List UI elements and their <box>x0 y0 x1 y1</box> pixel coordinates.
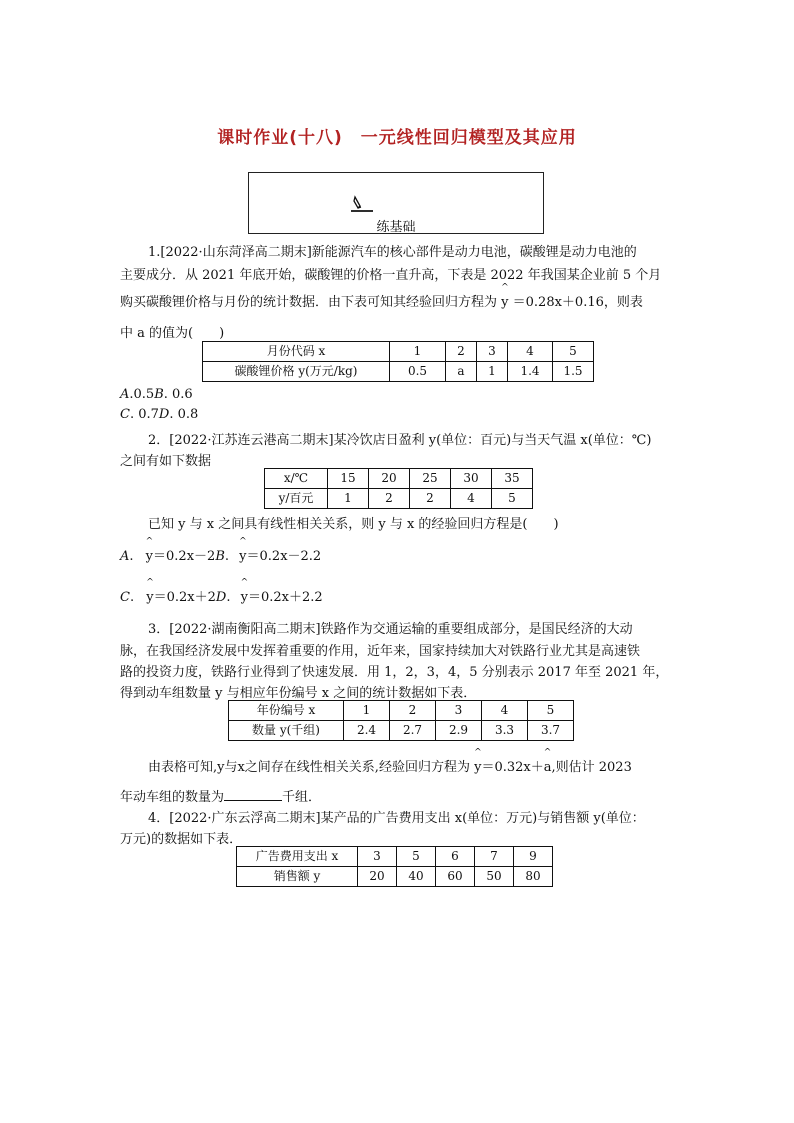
table-cell: 40 <box>397 867 436 887</box>
q2-opt-b-eq: ＝0.2x－2.2 <box>246 549 322 564</box>
q1-options-ab <box>120 387 193 402</box>
table-cell: 2.7 <box>390 721 436 741</box>
q2-opt-d-eq: ＝0.2x＋2.2 <box>247 590 323 605</box>
q3-line1: 3．[2022·湖南衡阳高二期末]铁路作为交通运输的重要组成部分，是国民经济的大动 <box>148 622 633 637</box>
q2-opt-b: . <box>224 549 230 564</box>
table-cell: 1 <box>390 342 446 362</box>
q2-opt-b-yhat: ^ y <box>239 549 246 564</box>
q1-table <box>202 341 594 382</box>
q1-options-cd <box>120 407 198 422</box>
section-banner <box>248 172 544 234</box>
q2-opt-d-letter: D <box>215 590 227 605</box>
q2-options-cd <box>120 586 323 605</box>
table-cell: 7 <box>475 847 514 867</box>
q1-line4: 中 a 的值为( ) <box>120 326 225 341</box>
table-cell: 2 <box>410 489 451 509</box>
q2-opt-c-eq: ＝0.2x＋2 <box>153 590 216 605</box>
q1-opt-d-letter: D <box>158 407 170 422</box>
q3-line5-text-a: 由表格可知,y与x之间存在线性相关关系,经验回归方程为 <box>148 760 470 775</box>
table-cell: 20 <box>369 469 410 489</box>
q1-opt-b-letter: B <box>154 387 164 402</box>
q1-line1: 1.[2022·山东菏泽高二期末]新能源汽车的核心部件是动力电池，碳酸锂是动力电池的 <box>148 245 637 260</box>
table-cell: 2 <box>446 342 477 362</box>
q1-opt-c-letter: C <box>120 407 130 422</box>
table-cell: 1.5 <box>553 362 594 382</box>
q1-line3 <box>120 291 643 310</box>
table-row <box>237 867 553 887</box>
q1-opt-c: . 0.7 <box>129 407 159 422</box>
table-cell: 0.5 <box>390 362 446 382</box>
table-cell: 5 <box>492 489 533 509</box>
page-title: 课时作业(十八) 一元线性回归模型及其应用 <box>217 128 577 148</box>
table-cell: 80 <box>514 867 553 887</box>
table-cell: 1 <box>477 362 508 382</box>
q1-opt-a: .0.5 <box>129 387 155 402</box>
q2-opt-c-yhat: ^ y <box>146 590 153 605</box>
pen-icon <box>351 195 373 217</box>
q2-opt-a-letter: A <box>120 549 130 564</box>
table-cell: 3 <box>436 701 482 721</box>
table-cell: 20 <box>358 867 397 887</box>
table-cell: 50 <box>475 867 514 887</box>
q2-opt-b-letter: B <box>215 549 225 564</box>
q3-line5-text-c: ,则估计 2023 <box>551 760 632 775</box>
q3-line5-text-b: ＝0.32x＋ <box>481 760 544 775</box>
q1-yhat: ^ y <box>501 295 508 310</box>
q2-options-ab <box>120 545 321 564</box>
q2-table <box>264 468 533 509</box>
table-row <box>229 701 574 721</box>
q1-line3-text-a: 购买碳酸锂价格与月份的统计数据．由下表可知其经验回归方程为 <box>120 295 498 310</box>
table-header-cell: y/百元 <box>265 489 328 509</box>
table-cell: 1 <box>328 489 369 509</box>
table-header-cell: 月份代码 x <box>203 342 390 362</box>
table-cell: 2.4 <box>344 721 390 741</box>
table-cell: 9 <box>514 847 553 867</box>
table-cell: a <box>446 362 477 382</box>
q4-line1: 4．[2022·广东云浮高二期末]某产品的广告费用支出 x(单位：万元)与销售额 y(单位： <box>148 811 645 826</box>
q2-line1: 2．[2022·江苏连云港高二期末]某冷饮店日盈利 y(单位：百元)与当天气温 x(单位：℃) <box>148 433 652 448</box>
table-header-cell: 碳酸锂价格 y(万元/kg) <box>203 362 390 382</box>
table-cell: 30 <box>451 469 492 489</box>
q1-opt-d: . 0.8 <box>169 407 199 422</box>
q4-table <box>236 846 553 887</box>
q3-yhat: ^ y <box>474 760 481 775</box>
table-cell: 2 <box>390 701 436 721</box>
table-row <box>203 342 594 362</box>
q3-line6-text-b: 千组． <box>282 790 322 805</box>
table-cell: 5 <box>397 847 436 867</box>
q3-line2: 脉，在我国经济发展中发挥着重要的作用，近年来，国家持续加大对铁路行业尤其是高速铁 <box>120 644 641 659</box>
q3-ahat: ^ a <box>544 760 552 775</box>
table-row <box>237 847 553 867</box>
q2-line2: 之间有如下数据 <box>120 454 212 469</box>
table-cell: 25 <box>410 469 451 489</box>
q2-opt-a-yhat: ^ y <box>146 549 153 564</box>
q2-opt-c-letter: C <box>120 590 130 605</box>
q3-line6 <box>120 786 321 805</box>
table-cell: 5 <box>528 701 574 721</box>
table-cell: 3.3 <box>482 721 528 741</box>
table-cell: 2.9 <box>436 721 482 741</box>
table-header-cell: 年份编号 x <box>229 701 344 721</box>
q1-opt-a-letter: A <box>120 387 130 402</box>
table-row <box>203 362 594 382</box>
q3-line4: 得到动车组数量 y 与相应年份编号 x 之间的统计数据如下表． <box>120 686 477 701</box>
table-cell: 4 <box>451 489 492 509</box>
q1-line3-text-b: ＝0.28x＋0.16，则表 <box>512 295 643 310</box>
table-cell: 60 <box>436 867 475 887</box>
answer-blank[interactable] <box>224 788 282 801</box>
table-cell: 1.4 <box>508 362 553 382</box>
table-row <box>229 721 574 741</box>
table-header-cell: x/℃ <box>265 469 328 489</box>
table-cell: 35 <box>492 469 533 489</box>
table-header-cell: 广告费用支出 x <box>237 847 358 867</box>
table-cell: 5 <box>553 342 594 362</box>
table-cell: 15 <box>328 469 369 489</box>
q2-opt-a-eq: ＝0.2x－2 <box>153 549 216 564</box>
table-cell: 3 <box>358 847 397 867</box>
q1-line2: 主要成分．从 2021 年底开始，碳酸锂的价格一直升高，下表是 2022 年我国某企业前 5 个月 <box>120 268 662 283</box>
q3-line5 <box>148 756 632 775</box>
q2-opt-d: . <box>226 590 231 605</box>
table-header-cell: 数量 y(千组) <box>229 721 344 741</box>
q1-opt-b: . 0.6 <box>163 387 193 402</box>
q2-opt-d-yhat: ^ y <box>241 590 248 605</box>
table-cell: 6 <box>436 847 475 867</box>
table-cell: 4 <box>482 701 528 721</box>
table-row <box>265 469 533 489</box>
q2-opt-a: . <box>129 549 134 564</box>
q3-line3: 路的投资力度，铁路行业得到了快速发展．用 1，2，3，4，5 分别表示 2017 年至 2021 年， <box>120 665 669 680</box>
q3-table <box>228 700 574 741</box>
table-cell: 1 <box>344 701 390 721</box>
table-header-cell: 销售额 y <box>237 867 358 887</box>
table-cell: 3 <box>477 342 508 362</box>
q2-line3: 已知 y 与 x 之间具有线性相关关系，则 y 与 x 的经验回归方程是( ) <box>148 517 559 532</box>
table-row <box>265 489 533 509</box>
q2-opt-c: . <box>129 590 135 605</box>
banner-label: 练基础 <box>376 220 416 235</box>
table-cell: 3.7 <box>528 721 574 741</box>
table-cell: 2 <box>369 489 410 509</box>
q3-line6-text-a: 年动车组的数量为 <box>120 790 225 805</box>
table-cell: 4 <box>508 342 553 362</box>
q4-line2: 万元)的数据如下表． <box>120 832 243 847</box>
